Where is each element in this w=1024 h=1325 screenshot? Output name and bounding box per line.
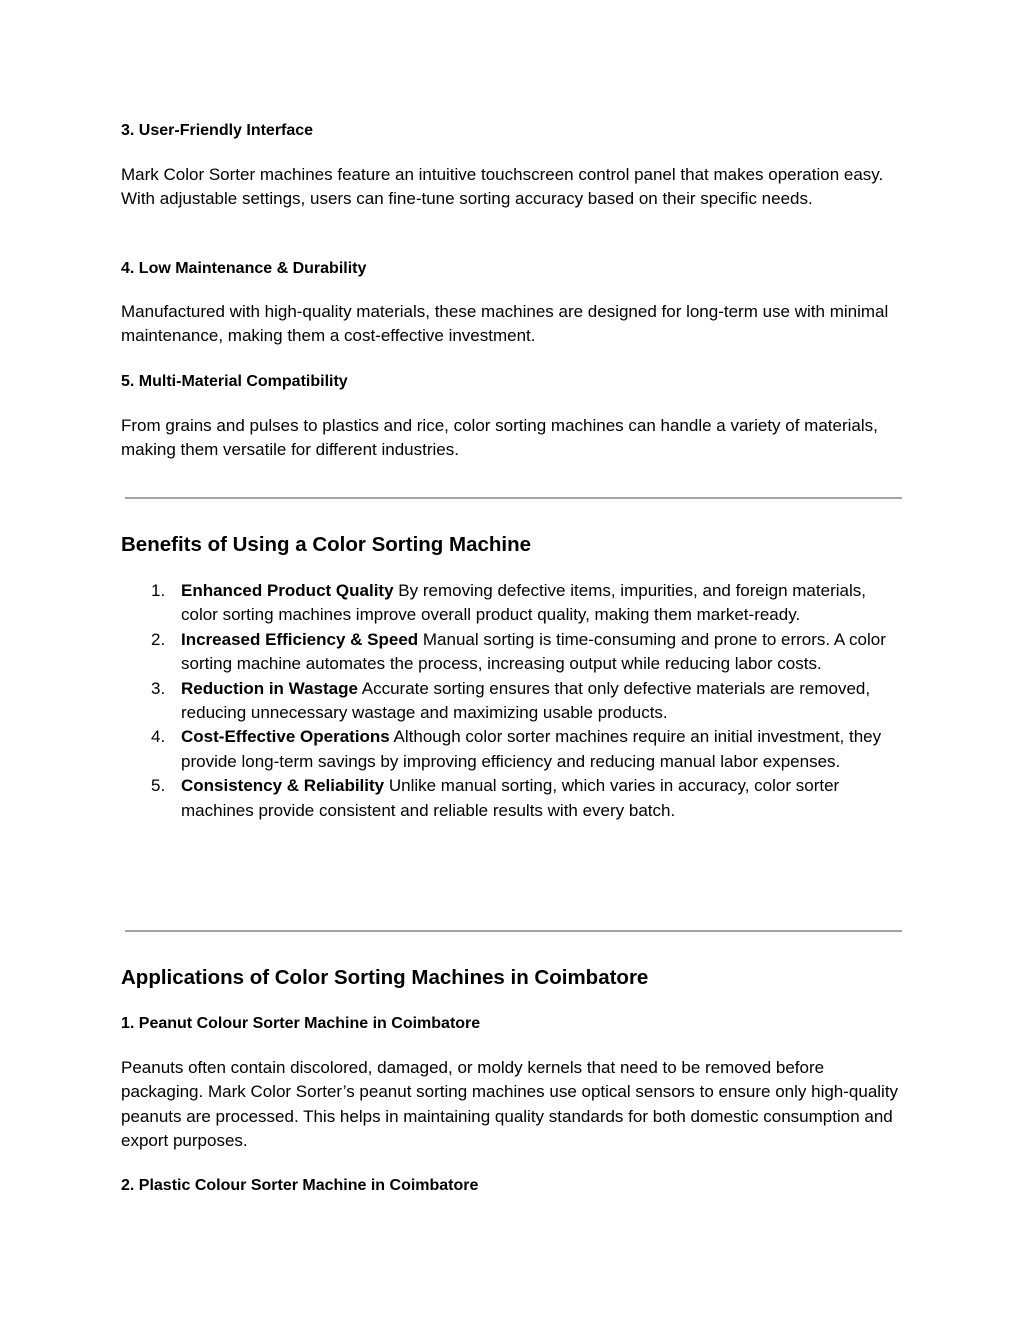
horizontal-divider (125, 497, 902, 499)
benefit-text: Manual sorting is time-consuming and prone to errors. A color sorting machine automates the process, increasing output while reducing labor costs. (181, 629, 886, 674)
benefit-text: By removing defective items, impurities, and foreign materials, color sorting machines improve overall product quality, making them market-ready. (181, 581, 866, 625)
paragraph-peanut-sorter: Peanuts often contain discolored, damaged, or moldy kernels that need to be removed before packaging. Mark Color Sorter’s peanut sorting machines use optical sensors to ensure only high-quality peanuts are processed. This helps in maintaining quality standards for both domestic consumption and export purposes. (121, 1058, 899, 1151)
benefit-text: Accurate sorting ensures that only defective materials are removed, reducing unnecessary wastage and maximizing usable products. (181, 678, 871, 723)
applications-title: Applications of Color Sorting Machines in Coimbatore (121, 966, 649, 989)
benefits-list (121, 579, 903, 823)
section-heading-low-maintenance: 4. Low Maintenance & Durability (121, 260, 367, 277)
section-heading-peanut-sorter: 1. Peanut Colour Sorter Machine in Coimbatore (121, 1015, 481, 1032)
paragraph-user-friendly-interface: Mark Color Sorter machines feature an intuitive touchscreen control panel that makes operation easy. With adjustable settings, users can fine-tune sorting accuracy based on their specific needs. (121, 165, 884, 209)
list-number: 4. (151, 727, 166, 747)
benefit-term: Consistency & Reliability (181, 776, 385, 796)
paragraph-low-maintenance: Manufactured with high-quality materials, these machines are designed for long-term use with minimal maintenance, making them a cost-effective investment. (121, 302, 889, 346)
benefit-text: Although color sorter machines require an initial investment, they provide long-term savings by improving efficiency and reducing manual labor expenses. (181, 727, 882, 771)
benefit-term: Reduction in Wastage (181, 678, 358, 698)
benefit-text: Unlike manual sorting, which varies in accuracy, color sorter machines provide consistent and reliable results with every batch. (181, 776, 840, 820)
list-item (121, 774, 903, 823)
benefit-term: Increased Efficiency & Speed (181, 629, 419, 649)
benefit-term: Cost-Effective Operations (181, 727, 390, 747)
list-number: 1. (151, 581, 166, 600)
benefits-title: Benefits of Using a Color Sorting Machine (121, 533, 532, 556)
paragraph-multi-material: From grains and pulses to plastics and rice, color sorting machines can handle a variety of materials, making them versatile for different industries. (121, 416, 878, 460)
list-item (121, 628, 903, 677)
list-number: 3. (151, 678, 166, 698)
list-item (121, 677, 903, 726)
list-item (121, 579, 903, 628)
section-heading-multi-material: 5. Multi-Material Compatibility (121, 373, 348, 390)
section-heading-user-friendly-interface: 3. User-Friendly Interface (121, 122, 314, 139)
horizontal-divider (125, 930, 902, 932)
section-heading-plastic-sorter: 2. Plastic Colour Sorter Machine in Coimbatore (121, 1177, 479, 1194)
benefit-term: Enhanced Product Quality (181, 581, 394, 600)
list-number: 2. (151, 629, 166, 649)
list-item (121, 725, 903, 774)
list-number: 5. (151, 776, 166, 796)
